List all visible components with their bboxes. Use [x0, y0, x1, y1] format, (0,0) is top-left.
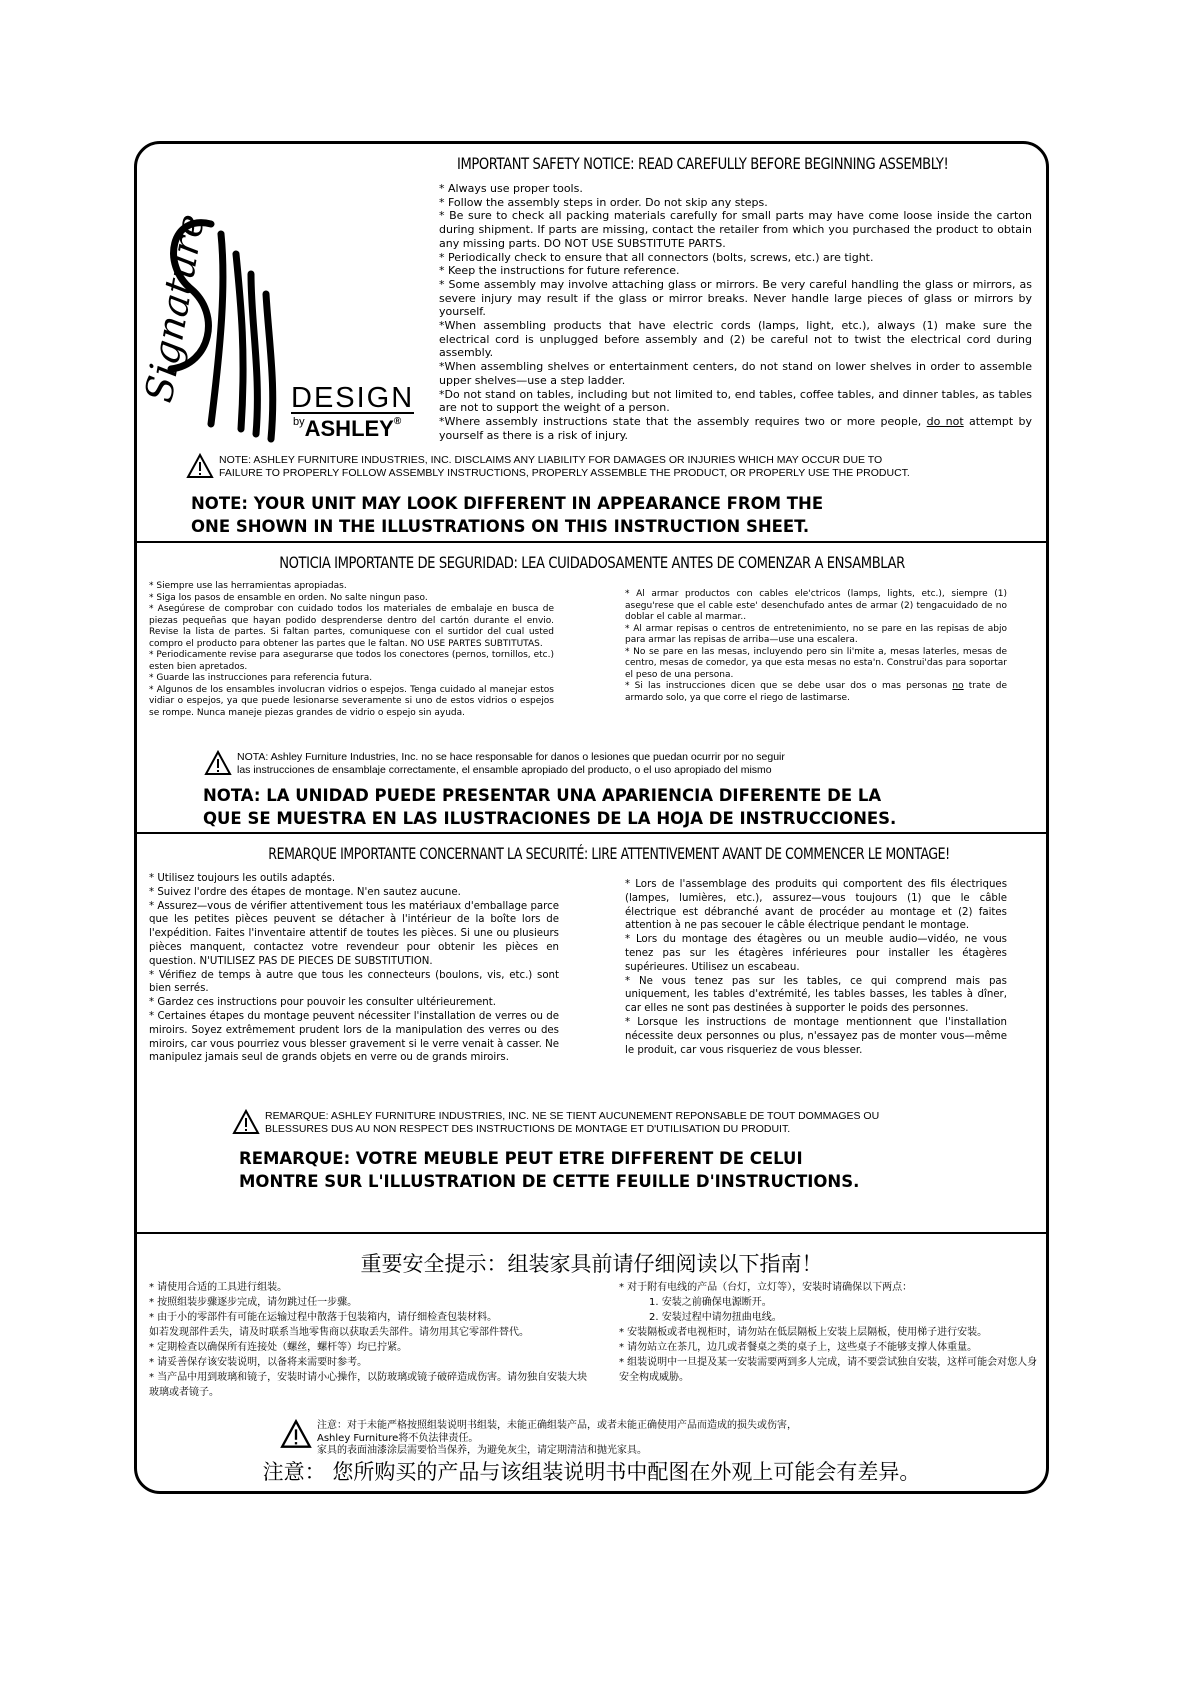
- english-title: IMPORTANT SAFETY NOTICE: READ CAREFULLY BEFORE BEGINNING ASSEMBLY!: [457, 154, 949, 173]
- warning-triangle-icon: [205, 751, 231, 775]
- english-disclaimer-line1: NOTE: ASHLEY FURNITURE INDUSTRIES, INC. DISCLAIMS ANY LIABILITY FOR DAMAGES OR INJURIES WHICH MAY OCCUR DUE TO: [219, 454, 883, 466]
- french-bullet: * Vérifiez de temps à autre que tous les connecteurs (boulons, vis, etc.) sont bien serrés.: [149, 969, 559, 995]
- spanish-title: NOTICIA IMPORTANTE DE SEGURIDAD: LEA CUIDADOSAMENTE ANTES DE COMENZAR A ENSAMBLAR: [279, 553, 905, 572]
- spanish-bullet: * Siga los pasos de ensamble en orden. No salte ningun paso.: [149, 592, 428, 603]
- english-bullet: * Always use proper tools.: [439, 182, 583, 195]
- logo-by-text: by: [293, 416, 305, 428]
- english-bullet: *Do not stand on tables, including but not limited to, end tables, coffee tables, and dinner tables, as tables are not to support the weight of a person.: [439, 387, 1032, 415]
- chinese-bullet: * 请勿站立在茶几，边几或者餐桌之类的桌子上，这些桌子不能够支撑人体重量。: [619, 1342, 978, 1353]
- chinese-bullet: * 请妥善保存该安装说明，以备将来需要时参考。: [149, 1357, 368, 1368]
- logo-design-text: DESIGN: [291, 382, 415, 414]
- french-disclaimer-line2: BLESSURES DUS AU NON RESPECT DES INSTRUCTIONS DE MONTAGE ET D'UTILISATION DU PRODUIT.: [265, 1123, 791, 1135]
- english-note-line1: NOTE: YOUR UNIT MAY LOOK DIFFERENT IN APPEARANCE FROM THE: [191, 494, 824, 513]
- spanish-bullet: * Asegúrese de comprobar con cuidado todos los materiales de embalaje en busca de piezas pequeñas que hayan podido desprenderse dentro del cartón durante el envio. Revise la lista de partes. Si faltan partes, comuniquese con el surtidor del cual usted compro el producto para obtener las partes que le faltan. NO USE PARTES SUBTITUTAS.: [149, 604, 554, 649]
- french-disclaimer: [233, 1110, 1033, 1136]
- french-note-line2: MONTRE SUR L'ILLUSTRATION DE CETTE FEUILLE D'INSTRUCTIONS.: [239, 1172, 860, 1191]
- spanish-left-column: [149, 581, 554, 719]
- spanish-bullet: * Al armar productos con cables ele'ctricos (lamps, lights, etc.), siempre (1) asegu'rese que el cable este' desenchufado antes de armar (2) tengacuidado de no doblar el cable al marmar..: [625, 589, 1007, 622]
- chinese-bullet: * 按照组装步骤逐步完成，请勿跳过任一步骤。: [149, 1297, 358, 1308]
- chinese-bullet: * 组装说明中一旦提及某一安装需要两到多人完成，请不要尝试独自安装，这样可能会对您人身安全构成威胁。: [619, 1357, 1038, 1383]
- spanish-bullet-last: * Si las instrucciones dicen que se debe usar dos o mas personas no trate de armardo solo, ya que corre el riego de lastimarse.: [625, 681, 1007, 703]
- spanish-bullet: * Siempre use las herramientas apropiadas.: [149, 581, 347, 591]
- chinese-bullet: * 当产品中用到玻璃和镜子，安装时请小心操作，以防玻璃或镜子破碎造成伤害。请勿独自安装大块玻璃或者镜子。: [149, 1372, 588, 1398]
- chinese-note: 注意： 您所购买的产品与该组装说明书中配图在外观上可能会有差异。: [262, 1460, 921, 1484]
- warning-triangle-icon: [233, 1110, 259, 1134]
- svg-text:Signature: Signature: [136, 210, 213, 406]
- spanish-bullet: * Periodicamente revise para asegurarse que todos los conectores (pernos, tornillos, etc.) esten bien apretados.: [149, 650, 554, 672]
- english-note-line2: ONE SHOWN IN THE ILLUSTRATIONS ON THIS INSTRUCTION SHEET.: [191, 517, 810, 536]
- english-bullet-list: [439, 182, 1032, 442]
- signature-script-logo: [136, 194, 291, 444]
- chinese-disclaimer: [281, 1420, 1021, 1458]
- chinese-disclaimer-line1: 注意：对于未能严格按照组装说明书组装，未能正确组装产品，或者未能正确使用产品而造成的损失或伤害，: [317, 1420, 797, 1431]
- english-section: [137, 144, 1046, 542]
- english-bullet: * Periodically check to ensure that all connectors (bolts, screws, etc.) are tight.: [439, 250, 874, 264]
- french-left-column: [149, 872, 559, 1065]
- spanish-disclaimer-line1: NOTA: Ashley Furniture Industries, Inc. no se hace responsable for danos o lesiones que puedan ocurrir por no seguir: [237, 751, 785, 763]
- spanish-note: [203, 784, 896, 830]
- chinese-bullet: * 由于小的零部件有可能在运输过程中散落于包装箱内，请仔细检查包装材料。: [149, 1312, 498, 1323]
- english-disclaimer: [187, 454, 1037, 480]
- french-bullet: * Ne vous tenez pas sur les tables, ce qui comprend mais pas uniquement, les tables d'extrémité, les tables basses, les tables à dîner, car elles ne sont pas destinées à supporter le poids des personnes.: [625, 975, 1007, 1015]
- chinese-bullet: 如若发现部件丢失，请及时联系当地零售商以获取丢失部件。请勿用其它零部件替代。: [149, 1327, 529, 1338]
- chinese-bullet: * 定期检查以确保所有连接处（螺丝，螺杆等）均已拧紧。: [149, 1342, 408, 1353]
- spanish-right-column: [625, 589, 1007, 704]
- spanish-bullet: * No se pare en las mesas, incluyendo pero sin li'mite a, mesas laterles, mesas de centro, mesas de comedor, ya que esta mesas no esta'n. Construi'das para soportar el peso de una persona.: [625, 646, 1007, 680]
- spanish-disclaimer: [205, 751, 1005, 777]
- chinese-left-column: [149, 1280, 589, 1400]
- english-bullet-last: *Where assembly instructions state that the assembly requires two or more people, do not attempt by yourself as there is a risk of injury.: [439, 414, 1032, 442]
- chinese-section: [137, 1234, 1046, 1494]
- chinese-bullet: 1. 安装之前确保电源断开。: [649, 1297, 772, 1308]
- spanish-bullet: * Algunos de los ensambles involucran vidrios o espejos. Tenga cuidado al manejar estos vidiar o espejos, ya que puede lesionarse severamente si uno de estos vidrios o espejos se rompe. Nunca maneje piezas grandes de vidrio o espejo sin ayuda.: [149, 684, 554, 718]
- chinese-right-column: [619, 1280, 1039, 1385]
- spanish-disclaimer-line2: las instrucciones de ensamblaje correctamente, el ensamble apropiado del producto, o el uso apropiado del mismo: [237, 764, 772, 776]
- french-note: [239, 1147, 859, 1193]
- chinese-disclaimer-line3: 家具的表面油漆涂层需要恰当保养，为避免灰尘，请定期清洁和抛光家具。: [317, 1445, 647, 1456]
- chinese-bullet: * 请使用合适的工具进行组装。: [149, 1282, 288, 1293]
- english-bullet: *When assembling shelves or entertainment centers, do not stand on lower shelves in order to assemble upper shelves—use a step ladder.: [439, 360, 1032, 387]
- french-right-column: [625, 878, 1007, 1057]
- logo-brand: ASHLEY: [304, 416, 394, 441]
- warning-triangle-icon: [187, 454, 213, 478]
- warning-triangle-icon: [281, 1420, 311, 1448]
- english-disclaimer-line2: FAILURE TO PROPERLY FOLLOW ASSEMBLY INSTRUCTIONS, PROPERLY ASSEMBLE THE PRODUCT, OR PROPERLY USE THE PRODUCT.: [219, 467, 910, 479]
- french-disclaimer-line1: REMARQUE: ASHLEY FURNITURE INDUSTRIES, INC. NE SE TIENT AUCUNEMENT REPONSABLE DE TOUT DOMMAGES OU: [265, 1110, 880, 1122]
- safety-notice-frame: [134, 141, 1049, 1494]
- french-bullet: * Lors du montage des étagères ou un meuble audio—vidéo, ne vous tenez pas sur les étagères inférieures pour installer les étagères supérieures. Utilisez un escabeau.: [625, 934, 1007, 973]
- no-underlined: no: [952, 681, 964, 691]
- spanish-section: [137, 543, 1046, 833]
- english-bullet: * Follow the assembly steps in order. Do not skip any steps.: [439, 195, 768, 209]
- chinese-bullet: * 安装隔板或者电视柜时，请勿站在低层隔板上安装上层隔板，使用梯子进行安装。: [619, 1327, 988, 1338]
- french-bullet: * Assurez—vous de vérifier attentivement tous les matériaux d'emballage parce que les petites pièces peuvent se détacher à l'intérieur de la boîte lors de l'expédition. Faites l'inventaire attentif de toutes les pièces. Si une ou plusieurs pièces manquent, contactez votre revendeur pour obtenir les pièces en question. N'UTILISEZ PAS DE PIECES DE SUBSTITUTION.: [149, 900, 559, 967]
- french-note-line1: REMARQUE: VOTRE MEUBLE PEUT ETRE DIFFERENT DE CELUI: [239, 1149, 803, 1168]
- signature-design-ashley-logo: [136, 194, 431, 454]
- french-bullet: * Certaines étapes du montage peuvent nécessiter l'installation de verres ou de miroirs. Soyez extrêmement prudent lors de la manipulation des verres ou des miroirs, car vous pourriez vous blesser gravement si le verre venait à casser. Ne manipulez jamais seul de grands objets en verre ou de grands miroirs.: [149, 1010, 559, 1064]
- english-bullet: * Be sure to check all packing materials carefully for small parts may have come loose inside the carton during shipment. If parts are missing, contact the retailer from which you purchased the product to obtain any missing parts. DO NOT USE SUBSTITUTE PARTS.: [439, 209, 1032, 250]
- french-section: [137, 834, 1046, 1204]
- english-bullet: * Some assembly may involve attaching glass or mirrors. Be very careful handling the glass or mirrors, as severe injury may result if the glass or mirror breaks. Never handle large pieces of glass or mirrors by yourself.: [439, 277, 1032, 319]
- do-not-underlined: do not: [926, 414, 964, 428]
- spanish-note-line2: QUE SE MUESTRA EN LAS ILUSTRACIONES DE LA HOJA DE INSTRUCCIONES.: [203, 809, 897, 828]
- spanish-bullet: * Al armar repisas o centros de entretenimiento, no se pare en las repisas de abjo para armar las repisas de arriba—use una escalera.: [625, 623, 1007, 645]
- chinese-bullet: * 对于附有电线的产品（台灯，立灯等），安装时请确保以下两点：: [619, 1282, 913, 1293]
- spanish-note-line1: NOTA: LA UNIDAD PUEDE PRESENTAR UNA APARIENCIA DIFERENTE DE LA: [203, 786, 882, 805]
- logo-ashley-text: $^{by}$ASHLEY®: [293, 416, 402, 441]
- chinese-bullet: 2. 安装过程中请勿扭曲电线。: [649, 1312, 782, 1323]
- chinese-title: 重要安全提示：组装家具前请仔细阅读以下指南！: [360, 1252, 823, 1276]
- french-bullet: * Lorsque les instructions de montage mentionnent que l'installation nécessite deux personnes ou plus, n'essayez pas de monter vous—même le produit, car vous risqueriez de vous blesser.: [625, 1016, 1007, 1056]
- french-bullet: * Suivez l'ordre des étapes de montage. N'en sautez aucune.: [149, 886, 461, 898]
- french-bullet: * Utilisez toujours les outils adaptés.: [149, 873, 336, 884]
- chinese-disclaimer-line2: Ashley Furniture将不负法律责任。: [317, 1432, 479, 1444]
- english-bullet: * Keep the instructions for future reference.: [439, 264, 680, 278]
- english-note: [191, 492, 823, 538]
- english-bullet: *When assembling products that have electric cords (lamps, light, etc.), always (1) make sure the electrical cord is unplugged before assembly and (2) be careful not to twist the electrical cord during assembly.: [439, 319, 1032, 360]
- french-title: REMARQUE IMPORTANTE CONCERNANT LA SECURITÉ: LIRE ATTENTIVEMENT AVANT DE COMMENCER LE MONTAGE!: [268, 844, 950, 863]
- spanish-bullet: * Guarde las instrucciones para referencia futura.: [149, 673, 373, 683]
- french-bullet: * Lors de l'assemblage des produits qui comportent des fils électriques (lampes, lumières, etc.), assurez—vous toujours (1) que le câble électrique est débranché avant de procéder au montage et (2) faites attention à ne pas secouer le câble électrique pendant le montage.: [625, 879, 1007, 932]
- french-bullet: * Gardez ces instructions pour pouvoir les consulter ultérieurement.: [149, 997, 496, 1009]
